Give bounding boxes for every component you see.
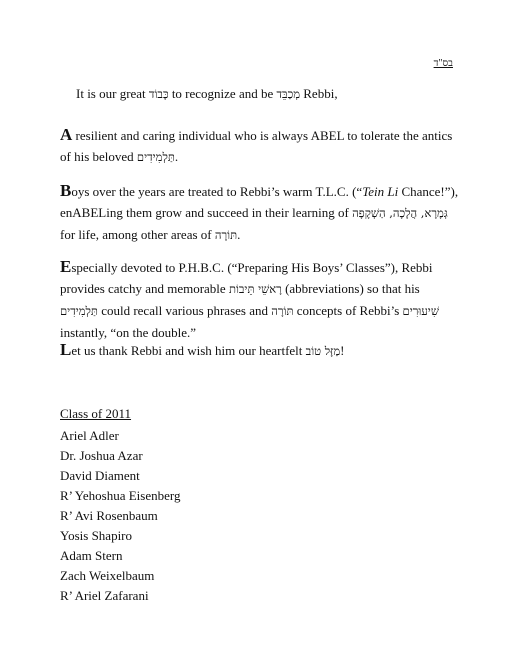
opening-hebrew-kavod: כָּבוֹד [148, 87, 169, 101]
paragraph-l-hebrew-mazal-tov: מַזָּל טוֹב [305, 344, 341, 358]
opening-text-after: Rebbi, [300, 86, 338, 101]
paragraph-b-end: . [237, 227, 241, 242]
paragraph-b-hebrew-subjects: גְּמָרָא, הֲלָכָה, הַשְׁקָפָה [352, 206, 448, 220]
signer-name: Zach Weixelbaum [60, 568, 155, 583]
paragraph-a-hebrew-talmidim: תַּלְמִידִים [136, 150, 175, 164]
initial-b: B [60, 181, 72, 200]
opening-text-middle: to recognize and be [168, 86, 277, 101]
opening-line [76, 86, 338, 102]
signer-name: R’ Avi Rosenbaum [60, 508, 158, 523]
paragraph-a-end: . [174, 149, 179, 164]
paragraph-a [60, 124, 460, 168]
signers-heading: Class of 2011 [60, 406, 132, 421]
paragraph-e-hebrew-talmidim: תַּלְמִידִים [60, 304, 98, 318]
paragraph-e-text-3: could recall various phrases and [97, 303, 272, 318]
signer-name: Ariel Adler [60, 428, 119, 443]
paragraph-l-end: ! [340, 343, 345, 358]
paragraph-b-text-2: Chance!”), enABELing them grow and succeed in their learning of [60, 184, 459, 220]
opening-hebrew-mechabed: מְכַבֵּד [276, 87, 301, 101]
paragraph-e-text-1: specially devoted to P.H.B.C. (“Preparing His Boys’ Classes”), Rebbi provides catchy and memorable [60, 260, 433, 296]
paragraph-b-text-1: oys over the years are treated to Rebbi’s warm T.L.C. (“ [71, 184, 363, 199]
paragraph-b-italic: Tein Li [362, 184, 399, 199]
paragraph-e-text-5: instantly, “on the double.” [60, 325, 196, 340]
paragraph-e-hebrew-shiurim: שִׁיעוּרִים [402, 304, 439, 318]
initial-a: A [60, 125, 73, 144]
paragraph-b-hebrew-torah: תּוֹרָה [214, 228, 238, 242]
signer-name: Yosis Shapiro [60, 528, 133, 543]
signer-name: R’ Yehoshua Eisenberg [60, 488, 181, 503]
paragraph-e-text-4: concepts of Rebbi’s [293, 303, 403, 318]
signer-name: Adam Stern [60, 548, 123, 563]
paragraph-b-text-3: for life, among other areas of [60, 227, 215, 242]
paragraph-e [60, 256, 460, 343]
signers-list [60, 426, 181, 606]
signer-name: R’ Ariel Zafarani [60, 588, 149, 603]
paragraph-b [60, 180, 460, 246]
paragraph-e-hebrew-rashei-teivos: רָאשֵׁי תֵּיבוֹת [228, 282, 282, 296]
paragraph-a-text: resilient and caring individual who is always ABEL to tolerate the antics of his beloved [60, 128, 453, 164]
initial-l: L [60, 340, 72, 359]
header-mark: בס"ד [433, 58, 453, 69]
signer-name: Dr. Joshua Azar [60, 448, 143, 463]
paragraph-l-text: et us thank Rebbi and wish him our heartfelt [71, 343, 306, 358]
opening-text-before: It is our great [76, 86, 149, 101]
paragraph-l [60, 339, 460, 362]
initial-e: E [60, 257, 72, 276]
signer-name: David Diament [60, 468, 140, 483]
paragraph-e-hebrew-torah: תּוֹרָה [271, 304, 294, 318]
paragraph-e-text-2: (abbreviations) so that his [281, 281, 420, 296]
